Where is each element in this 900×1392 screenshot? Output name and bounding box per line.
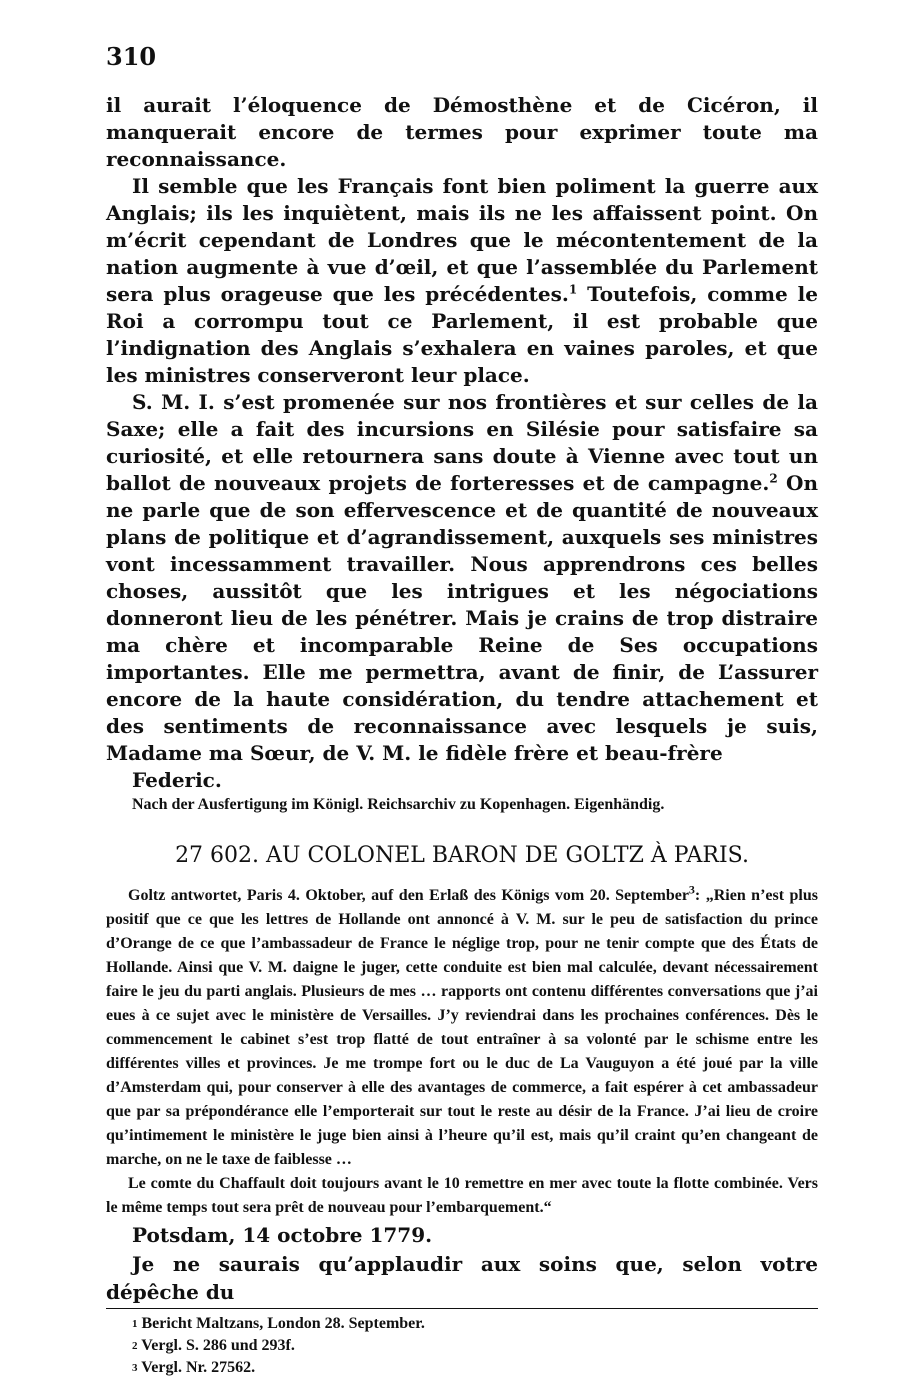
footnote-ref-3: 3 [688,882,695,897]
page-number: 310 [106,42,157,71]
footnote-rule [106,1308,818,1309]
paragraph-3: S. M. I. s’est promenée sur nos frontières et sur celles de la Saxe; elle a fait des incursions en Silésie pour satisfaire sa curiosité, et elle retournera sans doute à Vienne avec tout un ballot de nouveaux projets de forteresses et de campagne.$^2$ On ne parle que de son effervescence et de quantité de nouveaux plans de politique et d’agrandissement, auxquels ses ministres vont incessamment travailler. Nous apprendrons ces belles choses, aussitôt que les intrigues et les négociations donneront lieu de les pénétrer. Mais je crains de trop distraire ma chère et incomparable Reine de Ses occupations importantes. Elle me permettra, avant de finir, de L’assurer encore de la haute considération, du tendre attachement et des sentiments de reconnaissance avec lesquels je suis, Madame ma Sœur, de V. M. le fidèle frère et beau-frère [106,390,818,765]
summary-block [106,884,818,1220]
signature: Federic. [132,768,222,792]
footnote-ref-2: 2 [769,471,778,486]
letter-opening: Je ne saurais qu’applaudir aux soins que, selon votre dépêche du [106,1252,818,1304]
paragraph-1: il aurait l’éloquence de Démosthène et de Cicéron, il manquerait encore de termes pour exprimer toute ma reconnaissance. [106,93,818,171]
summary-paragraph-2: Le comte du Chaffault doit toujours avant le 10 remettre en mer avec toute la flotte combinée. Vers le même temps tout sera prêt de nouveau pour l’embarquement.“ [106,1175,818,1216]
footnote-ref-1: 1 [568,282,578,297]
source-note: Nach der Ausfertigung im Königl. Reichsarchiv zu Kopenhagen. Eigenhändig. [132,796,665,813]
footnote: $^1$ Bericht Maltzans, London 28. September. [132,1315,425,1332]
paragraph-2: Il semble que les Français font bien poliment la guerre aux Anglais; ils les inquiètent, mais ils ne les affaissent point. On m’écrit cependant de Londres que le mécontentement de la nation augmente à vue d’œil, et que l’assemblée du Parlement sera plus orageuse que les précédentes.$^1$ Toutefois, comme le Roi a corrompu tout ce Parlement, il est probable que l’indignation des Anglais s’exhalera en vaines paroles, et que les ministres conserveront leur place. [106,174,818,387]
footnote: $^2$ Vergl. S. 286 und 293f. [132,1337,295,1354]
dateline: Potsdam, 14 octobre 1779. [132,1223,433,1247]
summary-paragraph-1: Goltz antwortet, Paris 4. Oktober, auf den Erlaß des Königs vom 20. September$^3$: „Rien n’est plus positif que ce que les lettres de Hollande ont annoncé à V. M. sur le peu de satisfaction du prince d’Orange de ce que l’ambassadeur de France le néglige trop, pour ne tenir compte que des États de Hollande. Ainsi que V. M. daigne le juger, cette conduite est bien mal calculée, devant nécessairement faire le jeu du parti anglais. Plusieurs de mes … rapports ont contenu différentes conversations que j’ai eues à ce sujet avec le ministère de Versailles. J’y reviendrai dans les prochaines conférences. Dès le commencement le cabinet s’est trop flatté de tout entraîner à sa volonté par le schisme entre les différentes villes et provinces. Je me trompe fort ou le duc de La Vauguyon a été joué par la ville d’Amsterdam qui, pour conserver à elle des avantages de commerce, a fait espérer à cet ambassadeur que par sa prépondérance elle l’emporterait sur tout le reste au désir de la France. J’ai lieu de croire qu’intimement le ministère le juge bien ainsi à l’heure qu’il est, mais qu’il craint qu’en changeant de marche, on ne le taxe de faiblesse … [106,882,818,1168]
main-text [106,92,818,1379]
letter-heading: 27 602. AU COLONEL BARON DE GOLTZ À PARIS. [175,843,749,868]
footnote: $^3$ Vergl. Nr. 27562. [132,1359,256,1376]
